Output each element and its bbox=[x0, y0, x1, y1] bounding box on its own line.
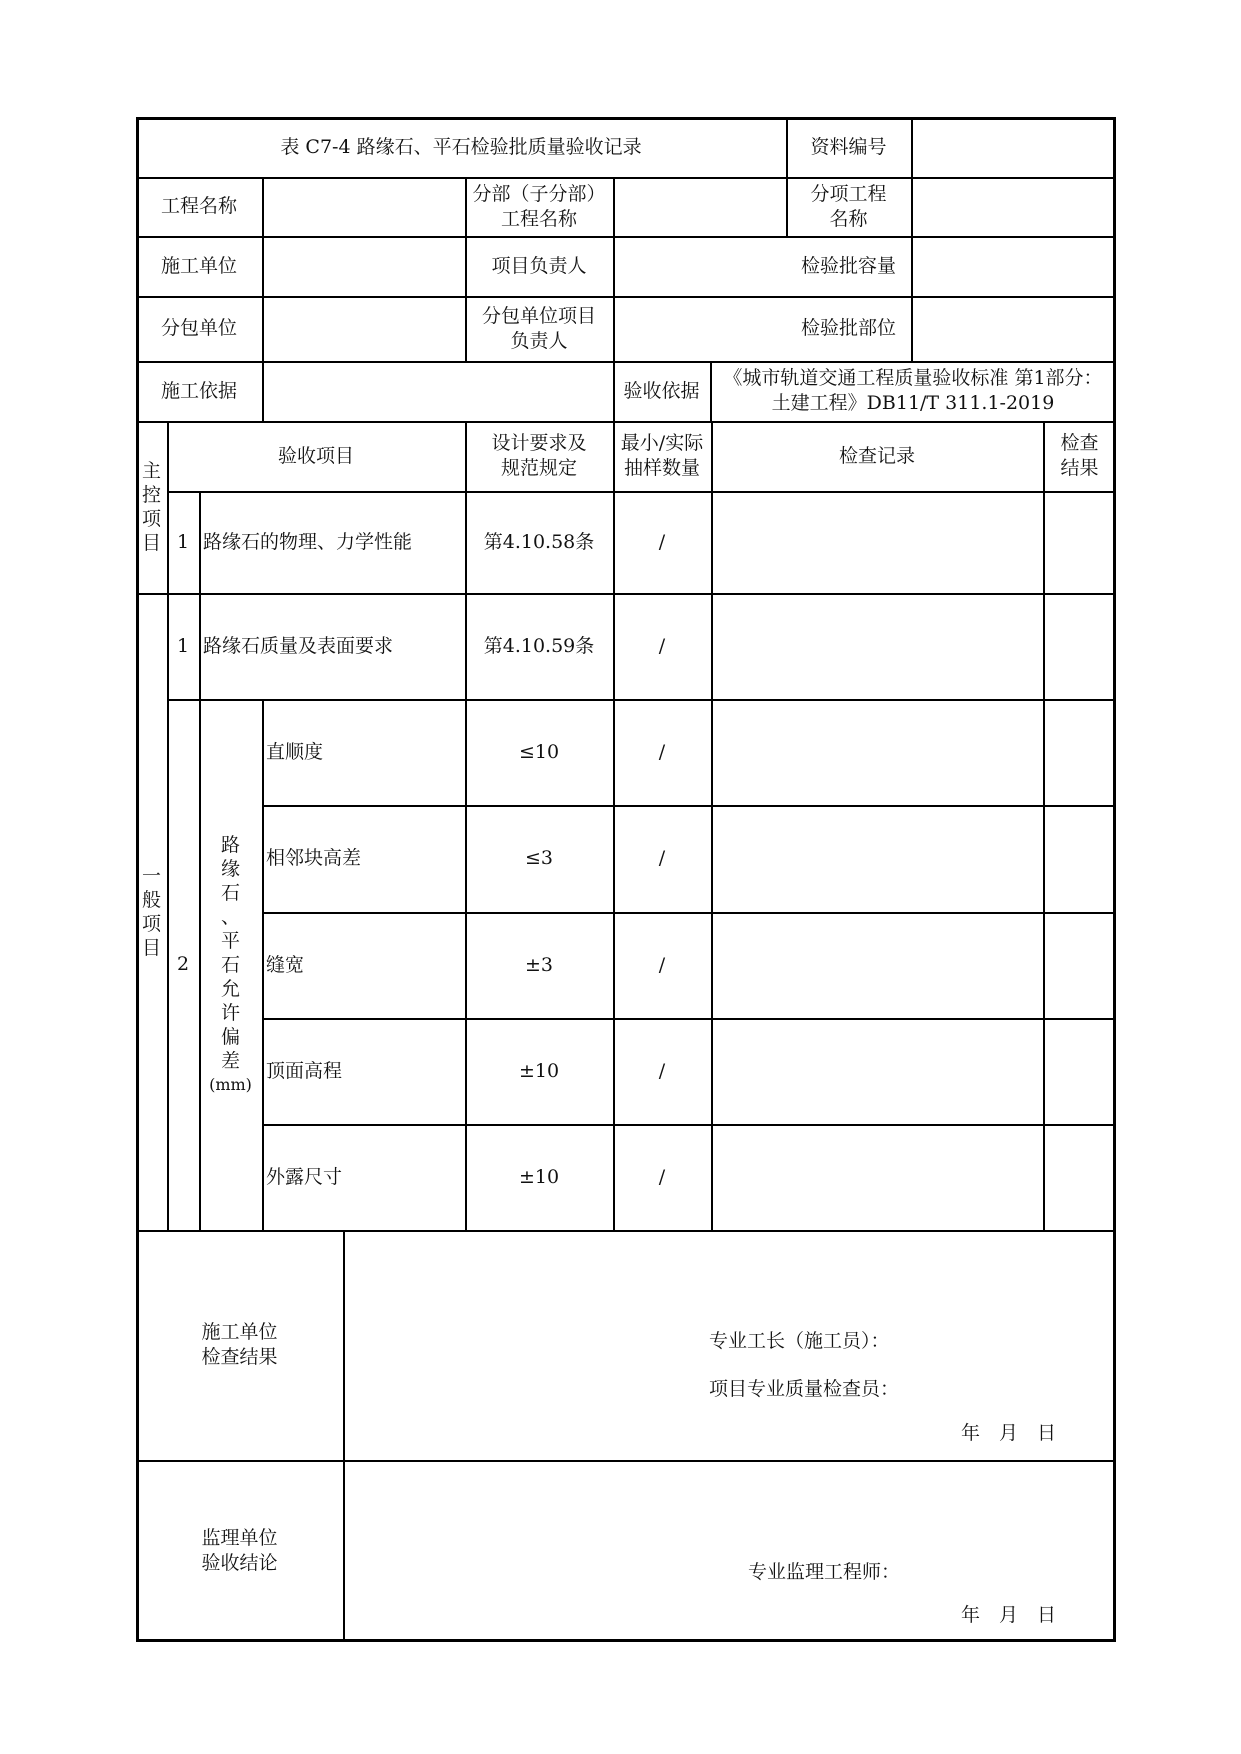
acceptance-basis-label: 验收依据 bbox=[623, 379, 700, 402]
tolerance-record[interactable] bbox=[711, 1124, 1043, 1230]
contractor-check-label: 施工单位 检查结果 bbox=[201, 1321, 278, 1368]
tolerance-record[interactable] bbox=[711, 912, 1043, 1018]
tolerance-item: 直顺度 bbox=[266, 740, 324, 763]
tolerance-sample: / bbox=[658, 953, 666, 976]
main-control-label: 主 控 项 目 bbox=[141, 460, 161, 554]
tolerance-result[interactable] bbox=[1043, 1124, 1116, 1230]
doc-no-value[interactable] bbox=[911, 117, 1116, 177]
general-label: 一 般 项 目 bbox=[141, 864, 161, 959]
contractor-date[interactable]: 年 月 日 bbox=[961, 1421, 1057, 1444]
tolerance-item: 缝宽 bbox=[266, 953, 305, 976]
tolerance-item: 顶面高程 bbox=[266, 1059, 343, 1082]
supervisor-date[interactable]: 年 月 日 bbox=[961, 1603, 1057, 1626]
tolerance-record[interactable] bbox=[711, 1018, 1043, 1124]
inspector-signature[interactable]: 项目专业质量检查员： bbox=[709, 1377, 900, 1400]
form-title: 表 C7-4 路缘石、平石检验批质量验收记录 bbox=[280, 135, 642, 158]
project-manager-label: 项目负责人 bbox=[491, 254, 587, 277]
tolerance-record[interactable] bbox=[711, 699, 1043, 805]
main-row-sample: / bbox=[658, 530, 666, 553]
project-name-field[interactable] bbox=[262, 177, 465, 236]
main-row-record[interactable] bbox=[711, 491, 1043, 593]
tolerance-sample: / bbox=[658, 1059, 666, 1082]
tolerance-result[interactable] bbox=[1043, 699, 1116, 805]
tolerance-design: ±10 bbox=[518, 1059, 560, 1082]
tolerance-design: ±10 bbox=[518, 1165, 560, 1188]
foreman-signature[interactable]: 专业工长（施工员）： bbox=[709, 1329, 890, 1352]
tolerance-sample: / bbox=[658, 740, 666, 763]
col-design-header: 设计要求及 规范规定 bbox=[491, 432, 587, 479]
sub-manager-label: 分包单位项目 负责人 bbox=[481, 304, 596, 352]
general-row1-result[interactable] bbox=[1043, 593, 1116, 699]
tolerance-design: ≤10 bbox=[518, 740, 560, 763]
basis-label: 施工依据 bbox=[160, 379, 237, 402]
tolerance-group-label: 路 缘 石 、 平 石 允 许 偏 差 (mm) bbox=[209, 833, 252, 1094]
main-row-result[interactable] bbox=[1043, 491, 1116, 593]
general-row1-design: 第4.10.59条 bbox=[483, 634, 595, 657]
col-result-header: 检查 结果 bbox=[1060, 432, 1099, 479]
sub-division-field[interactable] bbox=[613, 177, 786, 236]
sub-division-label: 分部（子分部） 工程名称 bbox=[472, 182, 606, 230]
general-row1-no: 1 bbox=[176, 634, 190, 657]
tolerance-sample: / bbox=[658, 847, 666, 869]
contractor-field[interactable] bbox=[262, 236, 465, 296]
tolerance-result[interactable] bbox=[1043, 912, 1116, 1018]
general-row1-item: 路缘石质量及表面要求 bbox=[203, 634, 394, 657]
engineer-signature[interactable]: 专业监理工程师： bbox=[748, 1560, 901, 1583]
batch-capacity-field[interactable] bbox=[911, 236, 1116, 296]
col-record-header: 检查记录 bbox=[838, 444, 915, 467]
acceptance-basis-value: 《城市轨道交通工程质量验收标准 第1部分： 土建工程》DB11/T 311.1-2019 bbox=[723, 367, 1103, 414]
general-row1-record[interactable] bbox=[711, 593, 1043, 699]
project-manager-field[interactable] bbox=[613, 236, 786, 296]
general-row1-sample: / bbox=[658, 634, 666, 657]
tolerance-sample: / bbox=[658, 1165, 666, 1188]
supervisor-check-label: 监理单位 验收结论 bbox=[201, 1527, 278, 1574]
basis-field[interactable] bbox=[262, 361, 613, 421]
general-row2-no: 2 bbox=[176, 953, 190, 975]
batch-location-field[interactable] bbox=[911, 296, 1116, 361]
sub-item-field[interactable] bbox=[911, 177, 1116, 236]
tolerance-design: ±3 bbox=[524, 953, 553, 976]
col-item-header: 验收项目 bbox=[277, 444, 354, 467]
sub-item-label: 分项工程 名称 bbox=[810, 182, 887, 230]
subcontractor-label: 分包单位 bbox=[160, 317, 237, 339]
tolerance-result[interactable] bbox=[1043, 805, 1116, 912]
contractor-label: 施工单位 bbox=[160, 254, 237, 277]
project-name-label: 工程名称 bbox=[160, 195, 237, 217]
col-sample-header: 最小/实际 抽样数量 bbox=[620, 432, 704, 479]
tolerance-result[interactable] bbox=[1043, 1018, 1116, 1124]
batch-capacity-label: 检验批容量 bbox=[800, 254, 896, 277]
batch-location-label: 检验批部位 bbox=[800, 317, 896, 339]
tolerance-record[interactable] bbox=[711, 805, 1043, 912]
main-row-no: 1 bbox=[176, 530, 190, 553]
tolerance-design: ≤3 bbox=[524, 847, 553, 869]
subcontractor-field[interactable] bbox=[262, 296, 465, 361]
tolerance-item: 外露尺寸 bbox=[266, 1165, 343, 1188]
main-row-item: 路缘石的物理、力学性能 bbox=[203, 530, 413, 553]
tolerance-item: 相邻块高差 bbox=[266, 847, 362, 869]
main-row-design: 第4.10.58条 bbox=[483, 530, 595, 553]
sub-manager-field[interactable] bbox=[613, 296, 786, 361]
doc-no-label: 资料编号 bbox=[810, 135, 887, 158]
